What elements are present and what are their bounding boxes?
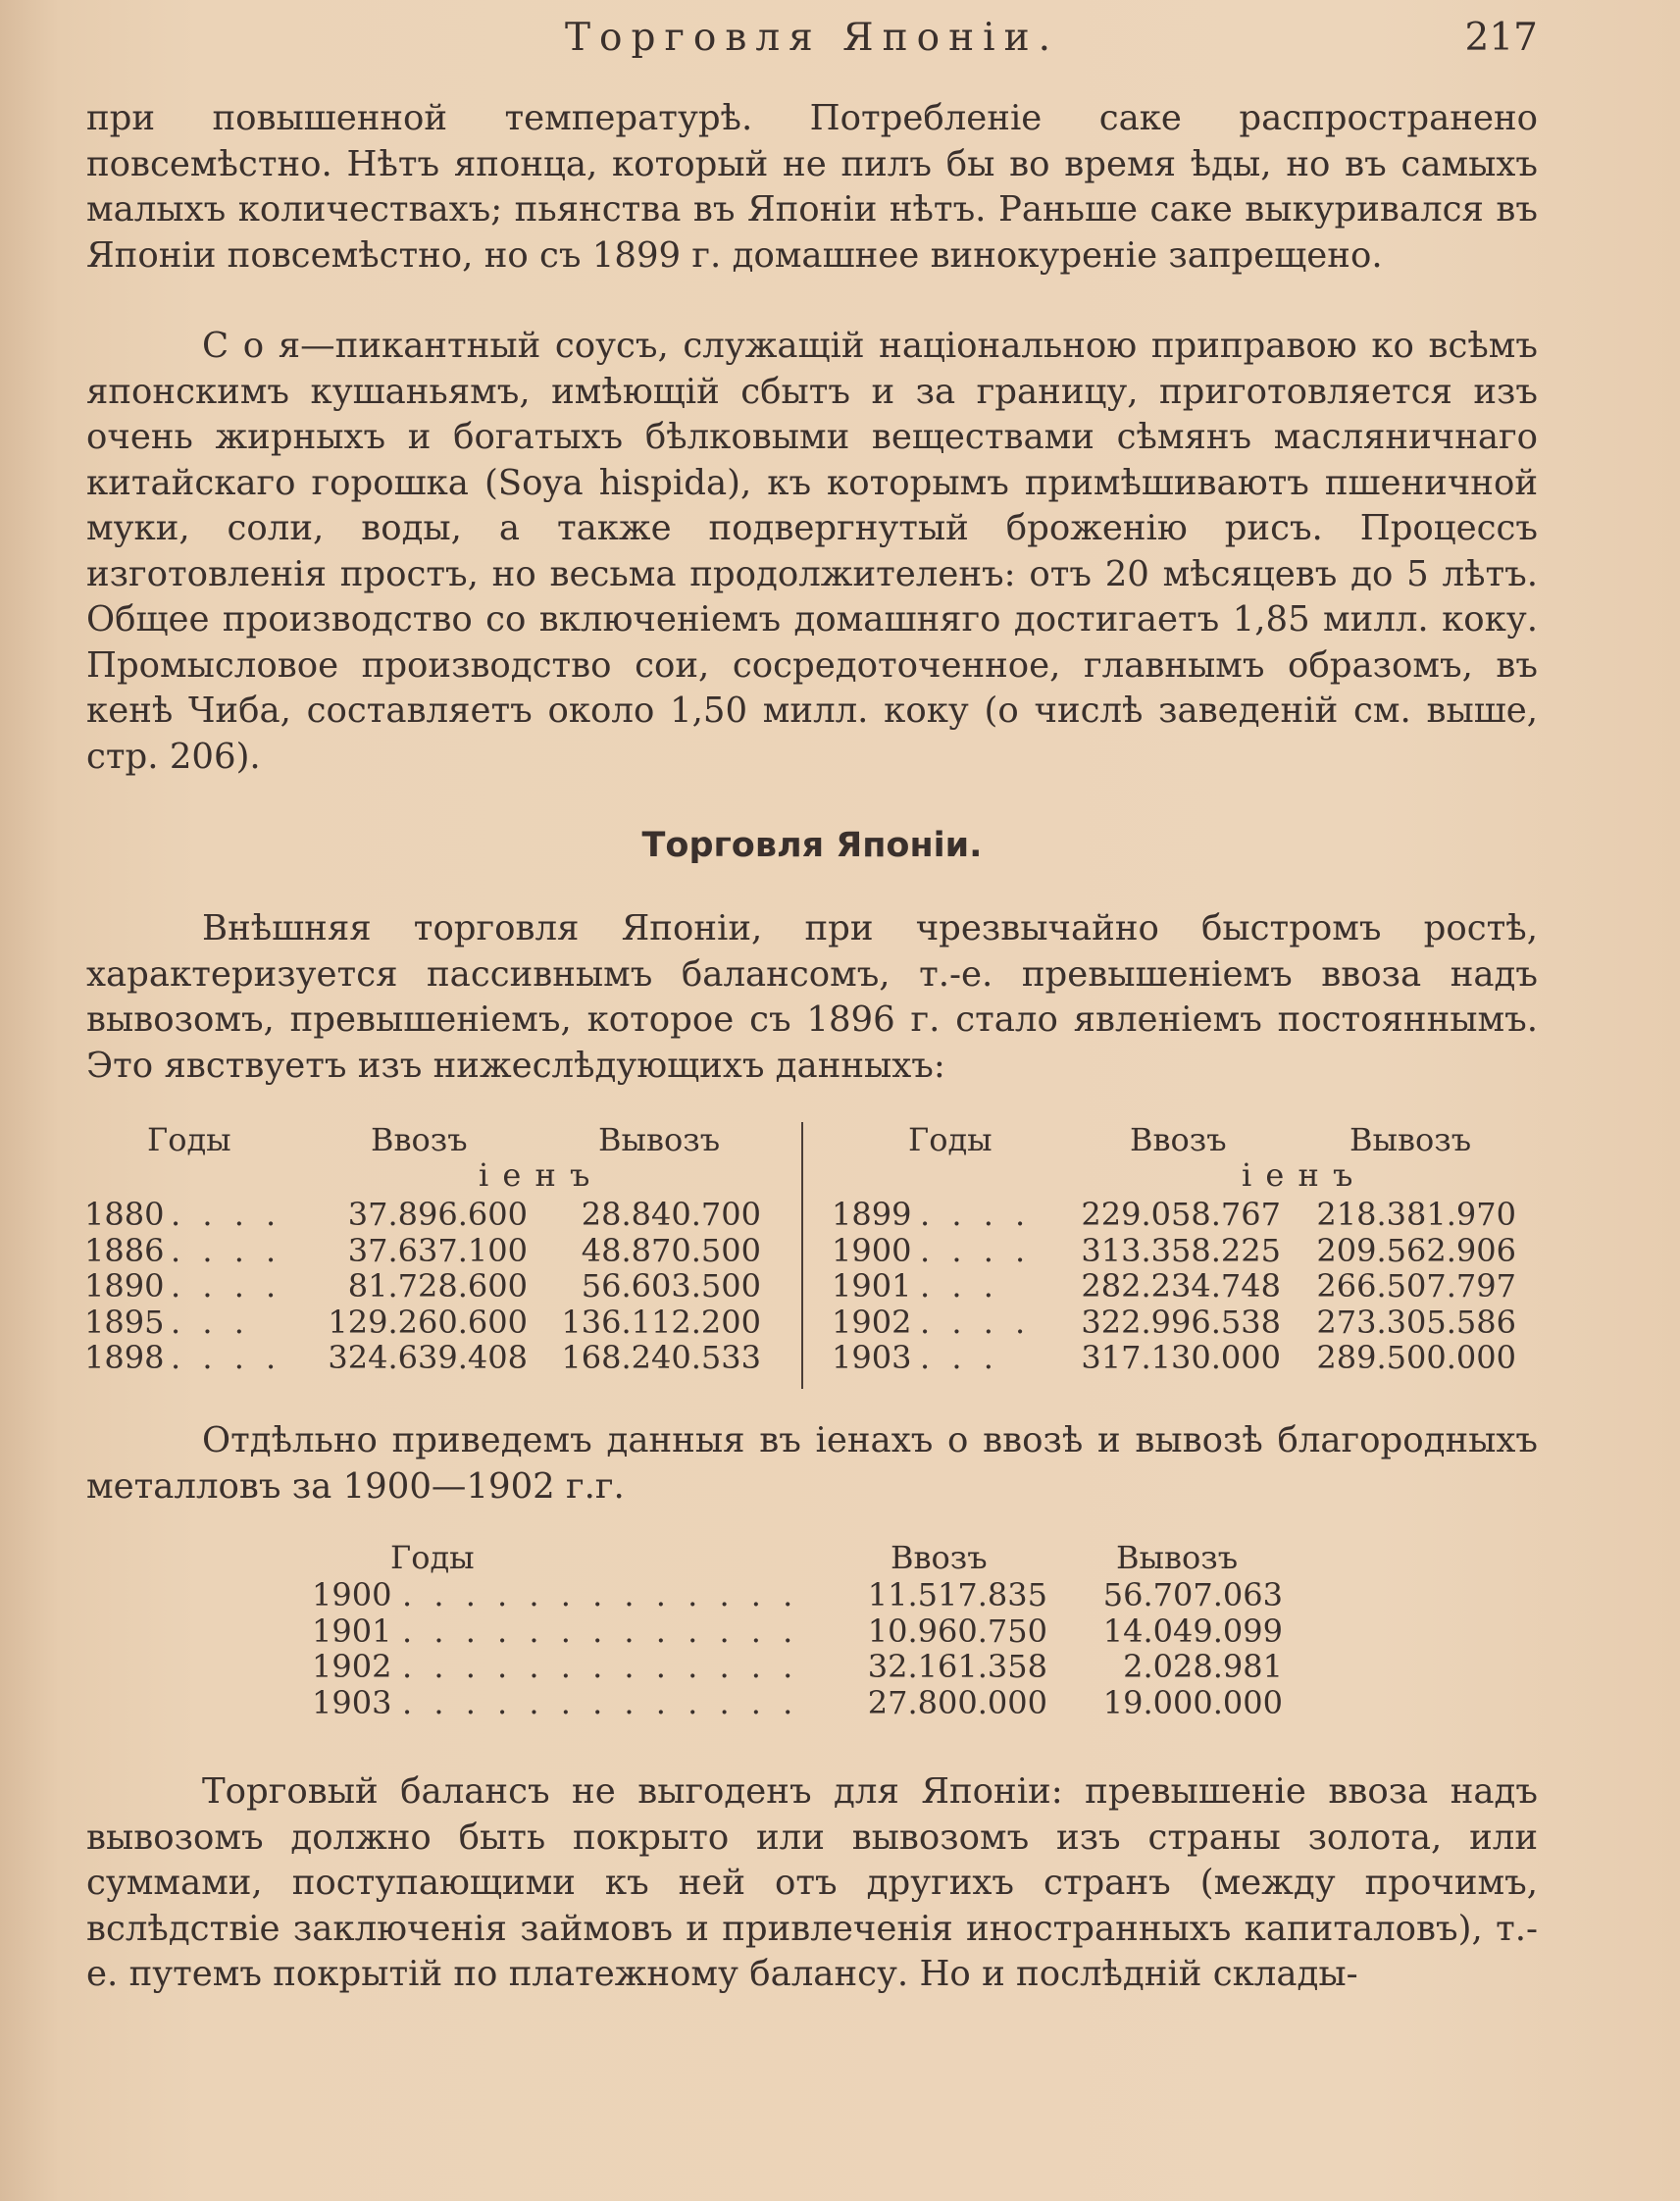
row-year: 1902 xyxy=(832,1303,912,1341)
table-row xyxy=(830,1233,1538,1269)
table-row xyxy=(312,1649,1293,1685)
row-leader-dots: . . . . . . . . . . . . . xyxy=(402,1612,799,1650)
row-year: 1903 xyxy=(312,1683,392,1721)
paragraph-metals-intro: Отдѣльно приведемъ данныя въ іенахъ о ввозѣ и вывозѣ благородныхъ металловъ за 1900—1902 г.г. xyxy=(86,1420,1538,1507)
row-year: 1900 xyxy=(312,1576,392,1613)
row-year: 1901 xyxy=(312,1612,392,1650)
section-heading: Торговля Японіи. xyxy=(641,826,983,865)
row-export-value: 289.500.000 xyxy=(1316,1339,1516,1376)
row-export-value: 14.049.099 xyxy=(1102,1612,1283,1650)
row-export-value: 266.507.797 xyxy=(1316,1267,1516,1305)
row-export-value: 218.381.970 xyxy=(1316,1196,1516,1233)
row-import-value: 37.637.100 xyxy=(347,1231,528,1269)
row-year: 1895 xyxy=(84,1303,165,1341)
table-row xyxy=(86,1197,802,1233)
trade-table-right xyxy=(830,1122,1538,1387)
row-year: 1902 xyxy=(312,1648,392,1685)
row-import-value: 322.996.538 xyxy=(1081,1303,1281,1341)
row-year: 1886 xyxy=(84,1231,165,1269)
paragraph-sake: при повышенной температурѣ. Потребленіе саке распространено повсемѣстно. Нѣтъ японца, который не пилъ бы во время ѣды, но въ самыхъ малыхъ количествахъ; пьянства въ Японіи нѣтъ. Раньше саке выкуривался въ Японіи повсемѣстно, но съ 1899 г. домашнее винокуреніе запрещено. xyxy=(86,98,1538,276)
row-export-value: 56.707.063 xyxy=(1102,1576,1283,1613)
table-row xyxy=(830,1305,1538,1341)
row-import-value: 129.260.600 xyxy=(328,1303,528,1341)
row-import-value: 229.058.767 xyxy=(1081,1196,1281,1233)
paragraph-trade-intro: Внѣшняя торговля Японіи, при чрезвычайно быстромъ ростѣ, характеризуется пассивнымъ балансомъ, т.-е. превышеніемъ ввоза надъ вывозомъ, превышеніемъ, которое съ 1896 г. стало явленіемъ постояннымъ. Это явствуетъ изъ нижеслѣдующихъ данныхъ: xyxy=(86,908,1538,1086)
row-import-value: 324.639.408 xyxy=(328,1339,528,1376)
row-leader-dots: . . . xyxy=(920,1339,999,1376)
table-row xyxy=(312,1613,1293,1650)
row-import-value: 317.130.000 xyxy=(1081,1339,1281,1376)
trade-table-left xyxy=(86,1122,802,1387)
row-leader-dots: . . . . xyxy=(920,1196,1032,1233)
paragraph-trade-balance: Торговый балансъ не выгоденъ для Японіи: превышеніе ввоза надъ вывозомъ должно быть покрыто или вывозомъ изъ страны золота, или суммами, поступающими къ ней отъ другихъ странъ (между прочимъ, вслѣдствіе заключенія займовъ и привлеченія иностранныхъ капиталовъ), т.-е. путемъ покрытій по платежному балансу. Но и послѣдній склады- xyxy=(86,1771,1538,1994)
metals-table xyxy=(312,1540,1293,1736)
table-row xyxy=(312,1577,1293,1613)
row-export-value: 136.112.200 xyxy=(561,1303,761,1341)
row-year: 1900 xyxy=(832,1231,912,1269)
row-year: 1903 xyxy=(832,1339,912,1376)
running-head xyxy=(86,14,1538,65)
row-leader-dots: . . . . . . . . . . . . . xyxy=(402,1648,799,1685)
row-leader-dots: . . . . xyxy=(920,1303,1032,1341)
table-row xyxy=(86,1305,802,1341)
row-year: 1890 xyxy=(84,1267,165,1305)
row-year: 1899 xyxy=(832,1196,912,1233)
row-export-value: 19.000.000 xyxy=(1102,1683,1283,1721)
row-import-value: 32.161.358 xyxy=(867,1648,1047,1685)
row-export-value: 209.562.906 xyxy=(1316,1231,1516,1269)
table-row xyxy=(830,1197,1538,1233)
row-import-value: 10.960.750 xyxy=(867,1612,1047,1650)
column-header-years: Годы xyxy=(390,1539,475,1576)
column-header-export: Вывозъ xyxy=(1349,1121,1472,1158)
row-import-value: 37.896.600 xyxy=(347,1196,528,1233)
column-header-years: Годы xyxy=(908,1121,993,1158)
column-header-import: Ввозъ xyxy=(891,1539,988,1576)
row-export-value: 56.603.500 xyxy=(581,1267,761,1305)
row-export-value: 273.305.586 xyxy=(1316,1303,1516,1341)
table-row xyxy=(830,1268,1538,1305)
column-header-export: Вывозъ xyxy=(598,1121,721,1158)
row-year: 1901 xyxy=(832,1267,912,1305)
row-leader-dots: . . . . xyxy=(171,1267,282,1305)
row-import-value: 27.800.000 xyxy=(867,1683,1047,1721)
row-import-value: 313.358.225 xyxy=(1081,1231,1281,1269)
row-export-value: 168.240.533 xyxy=(561,1339,761,1376)
unit-label: і е н ъ xyxy=(479,1156,592,1194)
row-export-value: 2.028.981 xyxy=(1123,1648,1283,1685)
table-row xyxy=(86,1233,802,1269)
table-row xyxy=(86,1268,802,1305)
page-number: 217 xyxy=(1464,16,1538,60)
row-year: 1898 xyxy=(84,1339,165,1376)
running-title: Торговля Японіи. xyxy=(565,16,1059,60)
paragraph-soy: С о я—пикантный соусъ, служащій національною приправою ко всѣмъ японскимъ кушаньямъ, имѣющій сбытъ и за границу, приготовляется изъ очень жирныхъ и богатыхъ бѣлковыми веществами сѣмянъ масляничнаго китайскаго горошка (Soya hispida), къ которымъ примѣшиваютъ пшеничной муки, соли, воды, а также подвергнутый броженію рисъ. Процессъ изготовленія простъ, но весьма продолжителенъ: отъ 20 мѣсяцевъ до 5 лѣтъ. Общее производство со включеніемъ домашняго достигаетъ 1,85 милл. коку. Промысловое производство сои, сосредоточенное, главнымъ образомъ, въ кенѣ Чиба, составляетъ около 1,50 милл. коку (о числѣ заведеній см. выше, стр. 206). xyxy=(86,326,1538,777)
row-leader-dots: . . . xyxy=(171,1303,250,1341)
column-divider xyxy=(801,1122,803,1389)
row-leader-dots: . . . . xyxy=(171,1231,282,1269)
row-import-value: 282.234.748 xyxy=(1081,1267,1281,1305)
column-header-import: Ввозъ xyxy=(1130,1121,1227,1158)
row-leader-dots: . . . xyxy=(920,1267,999,1305)
unit-label: і е н ъ xyxy=(1242,1156,1355,1194)
row-export-value: 28.840.700 xyxy=(581,1196,761,1233)
row-import-value: 11.517.835 xyxy=(867,1576,1047,1613)
row-year: 1880 xyxy=(84,1196,165,1233)
row-leader-dots: . . . . xyxy=(171,1196,282,1233)
column-header-import: Ввозъ xyxy=(371,1121,468,1158)
row-leader-dots: . . . . xyxy=(171,1339,282,1376)
row-export-value: 48.870.500 xyxy=(581,1231,761,1269)
table-row xyxy=(312,1685,1293,1721)
row-leader-dots: . . . . . . . . . . . . . xyxy=(402,1683,799,1721)
row-leader-dots: . . . . . . . . . . . . . xyxy=(402,1576,799,1613)
row-leader-dots: . . . . xyxy=(920,1231,1032,1269)
row-import-value: 81.728.600 xyxy=(347,1267,528,1305)
column-header-export: Вывозъ xyxy=(1116,1539,1239,1576)
table-row xyxy=(86,1340,802,1376)
column-header-years: Годы xyxy=(147,1121,231,1158)
table-row xyxy=(830,1340,1538,1376)
